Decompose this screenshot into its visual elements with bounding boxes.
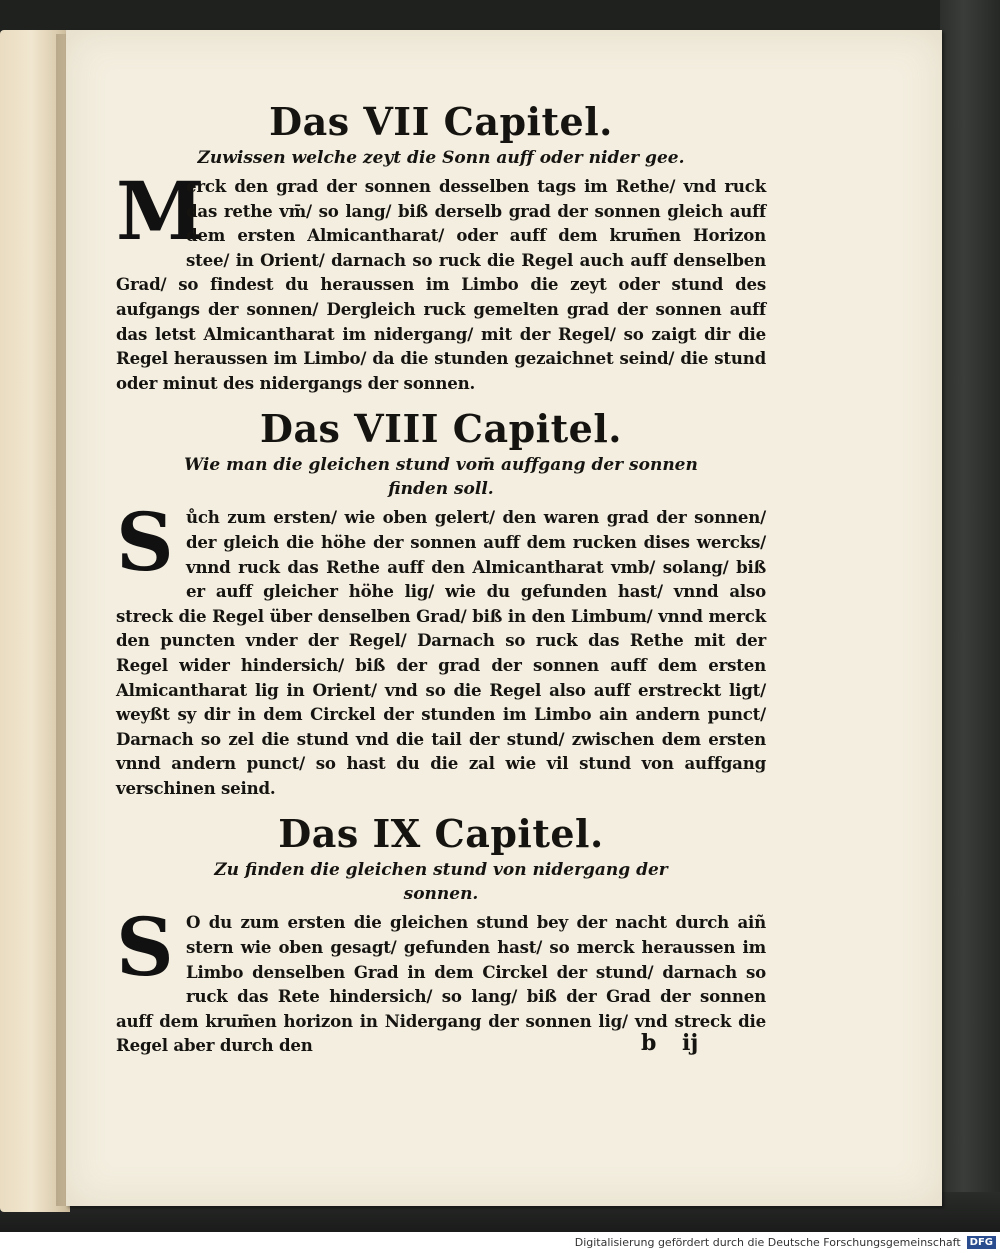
chapter-viii xyxy=(116,407,766,800)
book-page xyxy=(66,30,942,1206)
chapter-body xyxy=(116,164,766,395)
signature-mark: b ij xyxy=(641,1030,699,1056)
chapter-ix xyxy=(116,812,766,1058)
chapter-title: Das VII Capitel. xyxy=(269,99,613,144)
chapter-body xyxy=(116,495,766,800)
chapter-title: Das IX Capitel. xyxy=(278,811,604,857)
chapter-body-text: ůch zum ersten/ wie oben gelert/ den waren grad der sonnen/ der gleich die höhe der sonnen auff dem rucken dises wercks/ vnnd ruck das Rethe auff den Almicantharat vmb/ solang/ biß er auff gleicher höhe lig/ wie du gefunden hast/ vnnd also streck die Regel über denselben Grad/ biß in den Limbum/ vnnd merck den puncten vnder der Regel/ Darnach so ruck das Rethe mit der Regel wider hindersich/ biß der grad der sonnen auff dem ersten Almicantharat lig in Orient/ vnd so die Regel also auff erstreckt ligt/ weyßt sy dir in dem Circkel der stunden im Limbo ain andern punct/ Darnach so zel die stund vnd die tail der stund/ zwischen dem ersten vnnd andern punct/ so hast du die zal wie vil stund von auffgang verschinen seind. xyxy=(116,507,766,798)
decorated-initial: S xyxy=(116,495,174,590)
chapter-subtitle: Zuwissen welche zeyt die Sonn auff oder nider gee. xyxy=(197,148,685,168)
chapter-title: Das VIII Capitel. xyxy=(259,406,622,452)
chapter-body-text: erck den grad der sonnen desselben tags im Rethe/ vnd ruck das rethe vm̄/ so lang/ biß derselb grad der sonnen gleich auff dem ersten Almicantharat/ oder auff dem krum̄en Horizon stee/ in Orient/ darnach so ruck die Regel auch auff denselben Grad/ so findest du heraussen im Limbo die zeyt oder stund des aufgangs der sonnen/ Dergleich ruck gemelten grad der sonnen auff das letst Almicantharat im nidergang/ mit der Regel/ so zaigt dir die Regel heraussen im Limbo/ da die stunden gezaichnet seind/ die stund oder minut des nidergangs der sonnen. xyxy=(116,176,766,393)
dfg-logo-icon: DFG xyxy=(967,1236,996,1249)
chapter-subtitle: Wie man die gleichen stund vom̄ auffgang der sonnen finden soll. xyxy=(184,455,698,500)
credit-bar xyxy=(0,1232,1000,1253)
decorated-initial: S xyxy=(116,900,174,995)
cover-board-edge xyxy=(940,0,1000,1232)
page-text-block xyxy=(116,100,766,1070)
credit-text: Digitalisierung gefördert durch die Deutsche Forschungsgemeinschaft xyxy=(574,1236,961,1249)
chapter-body-text: O du zum ersten die gleichen stund bey der nacht durch aiñ stern wie oben gesagt/ gefunden hast/ so merck heraussen im Limbo denselben Grad in dem Circkel der stund/ darnach so ruck das Rete hindersich/ so lang/ biß der Grad der sonnen auff dem krum̄en horizon in Nidergang der sonnen lig/ vnd streck die Regel aber durch den xyxy=(116,912,766,1056)
decorated-initial: M xyxy=(116,164,205,258)
chapter-vii xyxy=(116,100,766,395)
chapter-subtitle: Zu finden die gleichen stund von nidergang der sonnen. xyxy=(214,860,668,905)
